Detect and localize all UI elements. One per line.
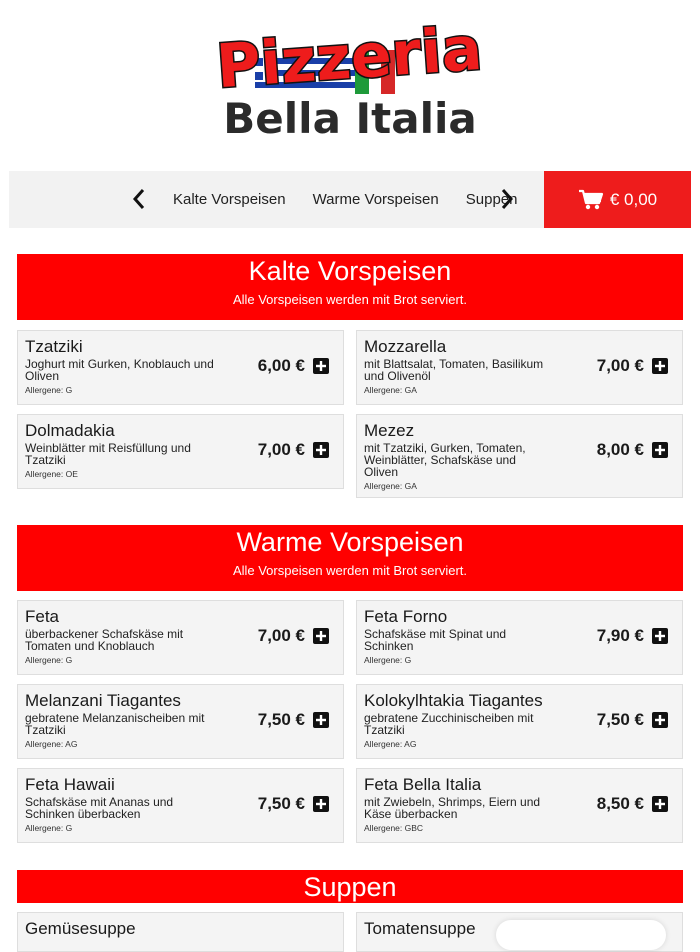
add-to-cart-button[interactable] [313,796,329,812]
plus-icon [316,715,326,725]
tab-kalte-vorspeisen[interactable]: Kalte Vorspeisen [173,191,286,208]
item-allergens: Allergene: AG [25,739,78,749]
item-price: 7,90 € [596,626,644,645]
section-subtitle: Alle Vorspeisen werden mit Brot serviert. [232,563,468,578]
menu-item-tzatziki [17,330,344,405]
item-name: Mezez [364,421,415,440]
section-header-suppen [17,870,683,903]
logo-line-pizzeria: Pizzeria [214,13,485,103]
plus-icon [655,715,665,725]
item-allergens: Allergene: GBC [364,823,424,833]
item-allergens: Allergene: AG [364,739,417,749]
item-price: 8,00 € [596,440,644,459]
item-description: Schafskäse mit Spinat und Schinken [364,627,507,653]
add-to-cart-button[interactable] [652,442,668,458]
cart-total: € 0,00 [609,189,658,209]
logo-line-bella-italia: Bella Italia [223,94,477,143]
section-subtitle: Alle Vorspeisen werden mit Brot serviert. [232,292,468,307]
plus-icon [316,631,326,641]
logo-graphic [205,8,495,148]
menu-item-feta [17,600,344,675]
cart-icon [578,189,604,211]
restaurant-logo[interactable] [0,0,700,160]
menu-item-dolmadakia [17,414,344,489]
add-to-cart-button[interactable] [652,358,668,374]
item-allergens: Allergene: G [25,385,73,395]
item-description: gebratene Melanzanischeiben mit Tzatziki [25,711,205,737]
item-price: 8,50 € [596,794,644,813]
item-name: Mozzarella [364,337,447,356]
add-to-cart-button[interactable] [313,712,329,728]
item-name: Kolokylhtakia Tiagantes [364,691,543,710]
item-description: überbackener Schafskäse mit Tomaten und Knoblauch [25,627,184,653]
menu-item-feta-bella-italia [356,768,683,843]
item-description: Weinblätter mit Reisfüllung und Tzatziki [25,441,191,467]
nav-next-button[interactable] [495,185,519,213]
item-allergens: Allergene: G [364,655,412,665]
menu-item-mezez [356,414,683,498]
item-name: Feta [25,607,60,626]
add-to-cart-button[interactable] [652,628,668,644]
category-tabs [161,171,518,228]
item-price: 6,00 € [257,356,305,375]
item-allergens: Allergene: GA [364,481,417,491]
add-to-cart-button[interactable] [313,358,329,374]
menu-item-mozzarella [356,330,683,405]
item-name: Melanzani Tiagantes [25,691,181,710]
cart-button[interactable] [544,171,691,228]
section-header-warme-vorspeisen [17,525,683,591]
item-allergens: Allergene: GA [364,385,417,395]
add-to-cart-button[interactable] [313,628,329,644]
item-name: Tzatziki [25,337,83,356]
section-title: Suppen [303,872,397,902]
section-title: Kalte Vorspeisen [248,256,452,286]
add-to-cart-button[interactable] [313,442,329,458]
item-description: Joghurt mit Gurken, Knoblauch und Oliven [25,357,214,383]
chevron-left-icon [132,188,146,210]
item-description: mit Blattsalat, Tomaten, Basilikum und Olivenöl [364,357,544,383]
item-allergens: Allergene: OE [25,469,78,479]
plus-icon [316,799,326,809]
item-price: 7,00 € [257,440,305,459]
plus-icon [655,361,665,371]
item-name: Tomatensuppe [364,919,476,938]
category-navbar [9,171,544,228]
plus-icon [655,799,665,809]
floating-overlay-pill[interactable] [496,920,666,950]
item-description: mit Tzatziki, Gurken, Tomaten, Weinblätter, Schafskäse und Oliven [364,441,526,479]
item-price: 7,50 € [596,710,644,729]
tab-suppen[interactable]: Suppen [465,191,518,208]
item-price: 7,00 € [596,356,644,375]
item-name: Gemüsesuppe [25,919,136,938]
section-header-kalte-vorspeisen [17,254,683,320]
plus-icon [316,445,326,455]
item-description: gebratene Zucchinischeiben mit Tzatziki [364,711,534,737]
chevron-right-icon [500,188,514,210]
item-description: mit Zwiebeln, Shrimps, Eiern und Käse überbacken [364,795,541,821]
plus-icon [655,445,665,455]
menu-item-feta-forno [356,600,683,675]
item-name: Feta Hawaii [25,775,115,794]
item-allergens: Allergene: G [25,823,73,833]
item-price: 7,00 € [257,626,305,645]
plus-icon [316,361,326,371]
tab-warme-vorspeisen[interactable]: Warme Vorspeisen [312,191,439,208]
item-description: Schafskäse mit Ananas und Schinken überbacken [25,795,174,821]
menu-item-melanzani-tiagantes [17,684,344,759]
item-name: Feta Forno [364,607,448,626]
section-title: Warme Vorspeisen [236,527,464,557]
add-to-cart-button[interactable] [652,796,668,812]
item-allergens: Allergene: G [25,655,73,665]
plus-icon [655,631,665,641]
menu-item-feta-hawaii [17,768,344,843]
item-price: 7,50 € [257,794,305,813]
menu-item-gemuesesuppe [17,912,344,952]
menu-item-kolokylhtakia-tiagantes [356,684,683,759]
nav-prev-button[interactable] [127,185,151,213]
item-name: Dolmadakia [25,421,115,440]
item-price: 7,50 € [257,710,305,729]
item-name: Feta Bella Italia [364,775,482,794]
add-to-cart-button[interactable] [652,712,668,728]
